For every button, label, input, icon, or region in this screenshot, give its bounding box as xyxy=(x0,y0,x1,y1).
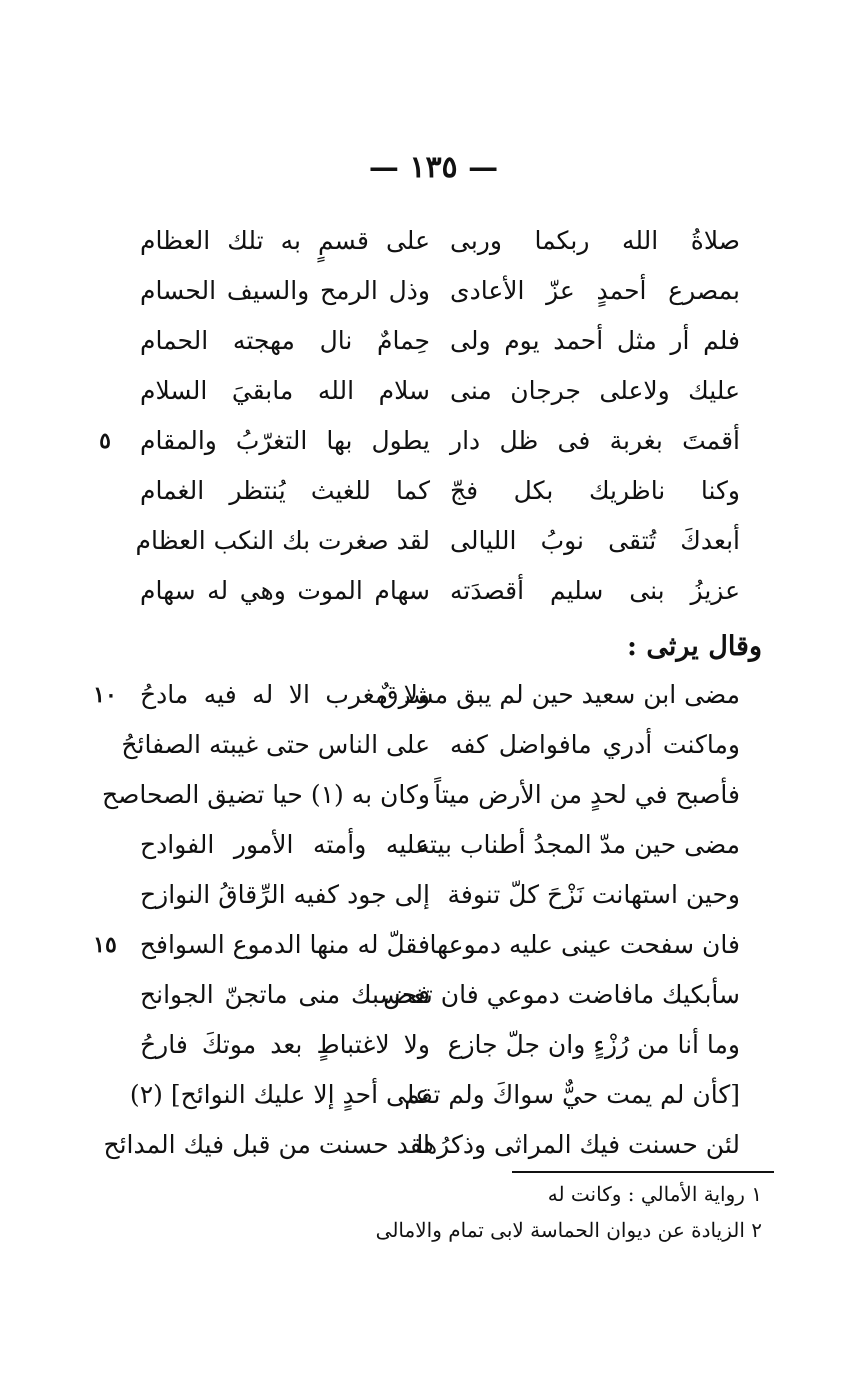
line-number-marker: ١٥ xyxy=(93,932,117,958)
verse-second-hemistich: سلام الله مابقيَ السلام xyxy=(140,376,430,405)
verse-row xyxy=(140,1020,740,1070)
verse-first-hemistich: فأصبح في لحدٍ من الأرض ميتاً xyxy=(434,780,740,809)
line-number-marker: ١٠ xyxy=(93,682,117,708)
verse-first-hemistich: عليك ولاعلى جرجان منى xyxy=(450,376,740,405)
verse-second-hemistich: وكان به (١) حيا تضيق الصحاصح xyxy=(101,780,430,809)
verse-second-hemistich: على الناس حتى غيبته الصفائحُ xyxy=(121,730,430,759)
verse-row xyxy=(140,466,740,516)
verse-first-hemistich: مضى حين مدّ المجدُ أطناب بيته xyxy=(416,830,740,859)
verse-second-hemistich: فقلّ له منها الدموع السوافح xyxy=(139,930,430,959)
verse-row xyxy=(140,266,740,316)
line-number-marker: ٥ xyxy=(99,428,111,454)
verse-first-hemistich: فان سفحت عينى عليه دموعها xyxy=(429,930,740,959)
verse-row xyxy=(140,920,740,970)
verse-row xyxy=(140,970,740,1020)
verse-first-hemistich: سأبكيك مافاضت دموعي فان تغض xyxy=(383,980,740,1009)
verse-first-hemistich: وما أنا من رُزْءٍ وان جلّ جازع xyxy=(447,1030,740,1059)
verse-first-hemistich: عزيزُ بنى سليم أقصدَته xyxy=(450,576,740,605)
verse-row xyxy=(140,416,740,466)
verse-second-hemistich: ولا لاغتباطٍ بعد موتكَ فارحُ xyxy=(140,1030,430,1059)
verse-first-hemistich: وماكنت أدري مافواضل كفه xyxy=(450,730,740,759)
verse-second-hemistich: كما للغيث يُنتظر الغمام xyxy=(140,476,430,505)
verse-row xyxy=(140,216,740,266)
verse-second-hemistich: يطول بها التغرّبُ والمقام xyxy=(140,426,430,455)
verse-row xyxy=(140,820,740,870)
verse-first-hemistich: أقمتَ بغربة فى ظل دار xyxy=(450,426,740,455)
verse-first-hemistich: لئن حسنت فيك المراثى وذكرُها xyxy=(416,1130,740,1159)
page-number: — ١٣٥ — xyxy=(368,150,499,185)
verse-first-hemistich: أبعدكَ تُتقى نوبُ الليالى xyxy=(450,526,740,555)
verse-second-hemistich: حِمامٌ نال مهجته الحمام xyxy=(140,326,430,355)
verse-first-hemistich: [كأن لم يمت حيٌّ سواكَ ولم تقم xyxy=(404,1080,740,1109)
verse-second-hemistich: على أحدٍ إلا عليك النوائح] (٢) xyxy=(129,1080,430,1109)
verse-second-hemistich: إلى جود كفيه الرِّقاقُ النوازح xyxy=(140,880,430,909)
verse-first-hemistich: فلم أر مثل أحمد يوم ولى xyxy=(450,326,740,355)
verse-first-hemistich: وكنا ناظريك بكل فجّ xyxy=(450,476,740,505)
footnote-rule xyxy=(512,1171,774,1173)
verse-row xyxy=(140,316,740,366)
verse-row xyxy=(129,1070,740,1120)
verse-first-hemistich: وحين استهانت نَزْحَ كلّ تنوفة xyxy=(447,880,740,909)
verse-row xyxy=(101,770,740,820)
verse-second-hemistich: على قسمٍ به تلك العظام xyxy=(140,226,430,255)
verse-row xyxy=(140,870,740,920)
footnote-1: ١ رواية الأمالي : وكانت له xyxy=(547,1182,762,1206)
verse-row xyxy=(140,670,740,720)
verse-first-hemistich: بمصرع أحمدٍ عزّ الأعادى xyxy=(450,276,740,305)
verse-second-hemistich: فحسبك منى ماتجنّ الجوانح xyxy=(140,980,430,1009)
footnote-2: ٢ الزيادة عن ديوان الحماسة لابى تمام والامالى xyxy=(375,1218,762,1242)
verse-second-hemistich: سهام الموت وهي له سهام xyxy=(140,576,430,605)
verse-row xyxy=(135,516,740,566)
verse-first-hemistich: مضى ابن سعيد حين لم يبق مشرقٌ xyxy=(379,680,740,709)
verse-second-hemistich: لقد صغرت بك النكب العظام xyxy=(135,526,430,555)
verse-second-hemistich: لقد حسنت من قبل فيك المدائح xyxy=(103,1130,430,1159)
verse-row xyxy=(140,366,740,416)
verse-row xyxy=(121,720,740,770)
section-heading: وقال يرثى : xyxy=(627,631,762,662)
verse-second-hemistich: ولا مغرب الا له فيه مادحُ xyxy=(140,680,430,709)
verse-row xyxy=(103,1120,740,1170)
verse-row xyxy=(140,566,740,616)
verse-first-hemistich: صلاةُ الله ربكما وربى xyxy=(450,226,740,255)
verse-second-hemistich: عليه وأمته الأمور الفوادح xyxy=(140,830,430,859)
verse-second-hemistich: وذل الرمح والسيف الحسام xyxy=(140,276,430,305)
